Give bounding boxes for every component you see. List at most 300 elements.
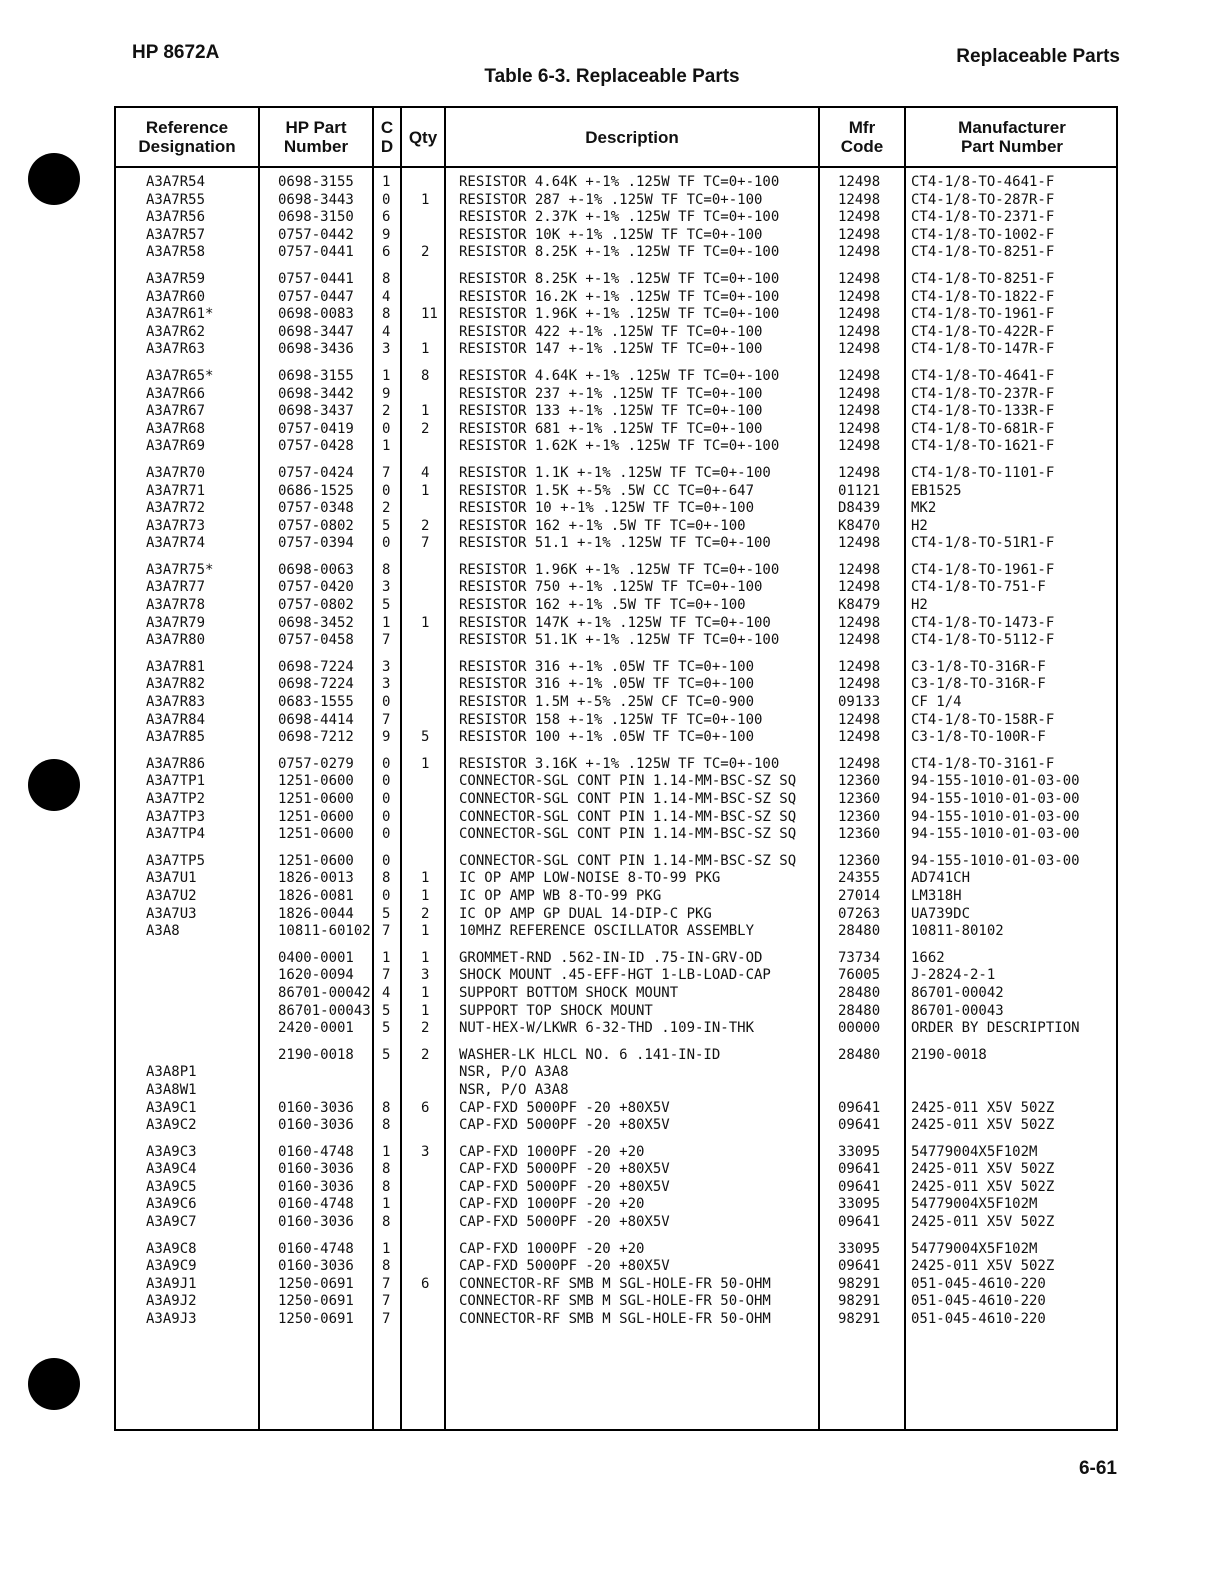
check-digit: 7 — [382, 967, 391, 984]
mfr-part-number: CT4-1/8-TO-133R-F — [911, 403, 1055, 420]
check-digit: 7 — [382, 464, 391, 481]
mfr-code: 12498 — [838, 561, 881, 578]
table-row — [116, 1003, 1116, 1021]
mfr-part-number: CT4-1/8-TO-1961-F — [911, 561, 1055, 578]
reference-designation: A3A7R56 — [146, 209, 206, 226]
mfr-part-number: UA739DC — [911, 905, 971, 922]
table-row — [116, 465, 1116, 483]
hp-part-number: 1251-0600 — [278, 826, 354, 843]
reference-designation: A3A7TP3 — [146, 808, 206, 825]
hp-part-number: 0698-3447 — [278, 323, 354, 340]
reference-designation: A3A8 — [146, 923, 180, 940]
check-digit: 0 — [382, 791, 391, 807]
mfr-code: 09133 — [838, 694, 881, 711]
table-row — [116, 1179, 1116, 1197]
mfr-code: 12360 — [838, 852, 881, 869]
model-header: HP 8672A — [132, 42, 220, 63]
table-row — [116, 174, 1116, 192]
reference-designation: A3A7R61* — [146, 306, 214, 323]
reference-designation: A3A7R59 — [146, 270, 206, 287]
check-digit: 2 — [382, 500, 391, 517]
hp-part-number: 0698-3436 — [278, 341, 354, 358]
check-digit: 0 — [382, 694, 391, 711]
reference-designation: A3A9J3 — [146, 1311, 197, 1328]
description: CAP-FXD 5000PF -20 +80X5V — [459, 1117, 670, 1134]
check-digit: 0 — [382, 535, 391, 552]
column-header-cd: C D — [380, 118, 394, 156]
quantity: 2 — [421, 244, 430, 261]
reference-designation: A3A7R83 — [146, 694, 206, 711]
hp-part-number: 0160-3036 — [278, 1099, 354, 1116]
reference-designation: A3A7R62 — [146, 323, 206, 340]
quantity: 2 — [421, 905, 430, 922]
table-row — [116, 500, 1116, 518]
reference-designation: A3A7R80 — [146, 632, 206, 649]
hp-part-number: 0757-0458 — [278, 632, 354, 649]
table-row — [116, 1144, 1116, 1162]
table-row — [116, 1100, 1116, 1118]
reference-designation: A3A7R55 — [146, 191, 206, 208]
mfr-part-number: 86701-00043 — [911, 1002, 1004, 1019]
reference-designation: A3A7R71 — [146, 482, 206, 499]
mfr-part-number: CT4-1/8-TO-1101-F — [911, 464, 1055, 481]
row-group — [116, 271, 1116, 359]
hp-part-number: 1251-0600 — [278, 791, 354, 807]
table-row — [116, 597, 1116, 615]
hp-part-number: 0686-1525 — [278, 482, 354, 499]
column-header-description: Description — [585, 127, 679, 147]
mfr-part-number: MK2 — [911, 500, 937, 517]
mfr-part-number: 94-155-1010-01-03-00 — [911, 773, 1080, 790]
description: RESISTOR 4.64K +-1% .125W TF TC=0+-100 — [459, 367, 780, 384]
mfr-code: 28480 — [838, 1002, 881, 1019]
description: CONNECTOR-SGL CONT PIN 1.14-MM-BSC-SZ SQ — [459, 773, 797, 790]
description: RESISTOR 422 +-1% .125W TF TC=0+-100 — [459, 323, 763, 340]
check-digit: 1 — [382, 1143, 391, 1160]
table-row — [116, 1047, 1116, 1065]
quantity: 5 — [421, 729, 430, 746]
description: RESISTOR 8.25K +-1% .125W TF TC=0+-100 — [459, 244, 780, 261]
row-group — [116, 368, 1116, 456]
mfr-part-number: C3-1/8-TO-316R-F — [911, 658, 1046, 675]
reference-designation: A3A7U1 — [146, 870, 197, 887]
mfr-part-number: CT4-1/8-TO-1002-F — [911, 226, 1055, 243]
check-digit: 4 — [382, 323, 391, 340]
mfr-code: 12498 — [838, 323, 881, 340]
description: IC OP AMP LOW-NOISE 8-TO-99 PKG — [459, 870, 721, 887]
check-digit: 9 — [382, 729, 391, 746]
mfr-code: 12360 — [838, 826, 881, 843]
description: RESISTOR 750 +-1% .125W TF TC=0+-100 — [459, 579, 763, 596]
quantity: 6 — [421, 1099, 430, 1116]
row-group — [116, 659, 1116, 747]
check-digit: 0 — [382, 755, 391, 772]
hp-part-number: 86701-00042 — [278, 984, 371, 1001]
table-row — [116, 1161, 1116, 1179]
hp-part-number: 0757-0348 — [278, 500, 354, 517]
description: RESISTOR 147 +-1% .125W TF TC=0+-100 — [459, 341, 763, 358]
check-digit: 8 — [382, 306, 391, 323]
mfr-part-number: CT4-1/8-TO-51R1-F — [911, 535, 1055, 552]
description: RESISTOR 681 +-1% .125W TF TC=0+-100 — [459, 420, 763, 437]
mfr-code: 98291 — [838, 1311, 881, 1328]
hp-part-number: 0698-3437 — [278, 403, 354, 420]
hp-part-number: 86701-00043 — [278, 1002, 371, 1019]
description: NSR, P/O A3A8 — [459, 1081, 569, 1098]
table-row — [116, 562, 1116, 580]
check-digit: 1 — [382, 174, 391, 190]
hp-part-number: 0400-0001 — [278, 949, 354, 966]
table-row — [116, 209, 1116, 227]
description: RESISTOR 237 +-1% .125W TF TC=0+-100 — [459, 385, 763, 402]
hp-part-number: 0757-0420 — [278, 579, 354, 596]
table-row — [116, 791, 1116, 809]
reference-designation: A3A7R77 — [146, 579, 206, 596]
mfr-code: 27014 — [838, 887, 881, 904]
reference-designation: A3A7R58 — [146, 244, 206, 261]
hp-part-number: 0698-7212 — [278, 729, 354, 746]
row-group — [116, 756, 1116, 844]
table-row — [116, 632, 1116, 650]
mfr-part-number: 2425-011 X5V 502Z — [911, 1161, 1055, 1178]
reference-designation: A3A7R74 — [146, 535, 206, 552]
hp-part-number: 0160-4748 — [278, 1240, 354, 1257]
reference-designation: A3A7R66 — [146, 385, 206, 402]
quantity: 2 — [421, 1046, 430, 1063]
mfr-part-number: 10811-80102 — [911, 923, 1004, 940]
description: RESISTOR 4.64K +-1% .125W TF TC=0+-100 — [459, 174, 780, 190]
description: CONNECTOR-SGL CONT PIN 1.14-MM-BSC-SZ SQ — [459, 808, 797, 825]
mfr-part-number: H2 — [911, 517, 928, 534]
mfr-code: 12498 — [838, 403, 881, 420]
mfr-code: 01121 — [838, 482, 881, 499]
description: RESISTOR 51.1K +-1% .125W TF TC=0+-100 — [459, 632, 780, 649]
hp-part-number: 0698-7224 — [278, 658, 354, 675]
mfr-code: 12498 — [838, 438, 881, 455]
mfr-part-number: CT4-1/8-TO-287R-F — [911, 191, 1055, 208]
description: CAP-FXD 5000PF -20 +80X5V — [459, 1258, 670, 1275]
mfr-code: 12360 — [838, 808, 881, 825]
table-row — [116, 271, 1116, 289]
hp-part-number: 0160-3036 — [278, 1117, 354, 1134]
column-header-part-number: HP Part Number — [283, 118, 349, 156]
hp-part-number: 0757-0279 — [278, 755, 354, 772]
hp-part-number: 0757-0802 — [278, 597, 354, 614]
mfr-part-number: 86701-00042 — [911, 984, 1004, 1001]
check-digit: 7 — [382, 711, 391, 728]
reference-designation: A3A7R84 — [146, 711, 206, 728]
check-digit: 6 — [382, 209, 391, 226]
check-digit: 5 — [382, 517, 391, 534]
binder-hole-middle — [28, 759, 80, 811]
quantity: 1 — [421, 191, 430, 208]
check-digit: 7 — [382, 923, 391, 940]
reference-designation: A3A7R54 — [146, 174, 206, 190]
reference-designation: A3A7TP1 — [146, 773, 206, 790]
description: RESISTOR 1.62K +-1% .125W TF TC=0+-100 — [459, 438, 780, 455]
section-header: Replaceable Parts — [956, 46, 1120, 67]
quantity: 1 — [421, 341, 430, 358]
parts-table — [114, 106, 1118, 1431]
mfr-part-number: CT4-1/8-TO-8251-F — [911, 270, 1055, 287]
mfr-part-number: 051-045-4610-220 — [911, 1311, 1046, 1328]
mfr-part-number: CF 1/4 — [911, 694, 962, 711]
description: RESISTOR 316 +-1% .05W TF TC=0+-100 — [459, 676, 755, 693]
mfr-part-number: 2425-011 X5V 502Z — [911, 1099, 1055, 1116]
mfr-part-number: CT4-1/8-TO-1961-F — [911, 306, 1055, 323]
mfr-part-number: 051-045-4610-220 — [911, 1275, 1046, 1292]
quantity: 6 — [421, 1275, 430, 1292]
reference-designation: A3A9J2 — [146, 1293, 197, 1310]
column-header-mfr-part-number: Manufacturer Part Number — [958, 118, 1066, 156]
mfr-code: 12498 — [838, 209, 881, 226]
reference-designation: A3A7R57 — [146, 226, 206, 243]
hp-part-number: 0757-0394 — [278, 535, 354, 552]
check-digit: 1 — [382, 438, 391, 455]
mfr-code: 12498 — [838, 174, 881, 190]
row-group — [116, 1144, 1116, 1232]
mfr-part-number: CT4-1/8-TO-4641-F — [911, 367, 1055, 384]
description: SHOCK MOUNT .45-EFF-HGT 1-LB-LOAD-CAP — [459, 967, 771, 984]
mfr-part-number: CT4-1/8-TO-5112-F — [911, 632, 1055, 649]
hp-part-number: 0757-0447 — [278, 288, 354, 305]
quantity: 2 — [421, 420, 430, 437]
description: RESISTOR 287 +-1% .125W TF TC=0+-100 — [459, 191, 763, 208]
mfr-code: 12498 — [838, 711, 881, 728]
mfr-code: 12498 — [838, 270, 881, 287]
check-digit: 5 — [382, 597, 391, 614]
mfr-code: 12498 — [838, 464, 881, 481]
hp-part-number: 1826-0013 — [278, 870, 354, 887]
hp-part-number: 0757-0442 — [278, 226, 354, 243]
hp-part-number: 0757-0441 — [278, 270, 354, 287]
check-digit: 1 — [382, 367, 391, 384]
table-row — [116, 729, 1116, 747]
mfr-code: 12498 — [838, 729, 881, 746]
mfr-part-number: CT4-1/8-TO-4641-F — [911, 174, 1055, 190]
reference-designation: A3A7R86 — [146, 755, 206, 772]
quantity: 1 — [421, 1002, 430, 1019]
mfr-code: 12498 — [838, 306, 881, 323]
table-row — [116, 1276, 1116, 1294]
hp-part-number: 0160-3036 — [278, 1161, 354, 1178]
reference-designation: A3A7R82 — [146, 676, 206, 693]
reference-designation: A3A8W1 — [146, 1081, 197, 1098]
mfr-part-number: 54779004X5F102M — [911, 1196, 1038, 1213]
description: RESISTOR 1.5M +-5% .25W CF TC=0-900 — [459, 694, 755, 711]
reference-designation: A3A9C9 — [146, 1258, 197, 1275]
check-digit: 9 — [382, 385, 391, 402]
hp-part-number: 0160-4748 — [278, 1196, 354, 1213]
quantity: 2 — [421, 1020, 430, 1037]
description: NSR, P/O A3A8 — [459, 1064, 569, 1081]
mfr-part-number: CT4-1/8-TO-8251-F — [911, 244, 1055, 261]
table-row — [116, 227, 1116, 245]
hp-part-number: 1250-0691 — [278, 1293, 354, 1310]
description: CONNECTOR-RF SMB M SGL-HOLE-FR 50-OHM — [459, 1293, 771, 1310]
description: CAP-FXD 1000PF -20 +20 — [459, 1240, 645, 1257]
table-row — [116, 906, 1116, 924]
description: CONNECTOR-RF SMB M SGL-HOLE-FR 50-OHM — [459, 1275, 771, 1292]
description: CAP-FXD 5000PF -20 +80X5V — [459, 1178, 670, 1195]
row-group — [116, 853, 1116, 941]
table-row — [116, 712, 1116, 730]
quantity: 3 — [421, 1143, 430, 1160]
hp-part-number: 0698-3452 — [278, 614, 354, 631]
hp-part-number: 2420-0001 — [278, 1020, 354, 1037]
reference-designation: A3A7R78 — [146, 597, 206, 614]
mfr-part-number: 94-155-1010-01-03-00 — [911, 808, 1080, 825]
check-digit: 3 — [382, 341, 391, 358]
reference-designation: A3A9C7 — [146, 1214, 197, 1231]
binder-hole-bottom — [28, 1358, 80, 1410]
hp-part-number: 0160-3036 — [278, 1214, 354, 1231]
hp-part-number: 0698-4414 — [278, 711, 354, 728]
reference-designation: A3A7R65* — [146, 367, 214, 384]
table-row — [116, 483, 1116, 501]
quantity: 4 — [421, 464, 430, 481]
mfr-part-number: EB1525 — [911, 482, 962, 499]
table-row — [116, 773, 1116, 791]
quantity: 1 — [421, 614, 430, 631]
mfr-part-number: CT4-1/8-TO-158R-F — [911, 711, 1055, 728]
mfr-code: 12498 — [838, 244, 881, 261]
hp-part-number: 0757-0428 — [278, 438, 354, 455]
quantity: 8 — [421, 367, 430, 384]
mfr-code: 33095 — [838, 1143, 881, 1160]
table-row — [116, 438, 1116, 456]
description: CAP-FXD 5000PF -20 +80X5V — [459, 1099, 670, 1116]
reference-designation: A3A7R73 — [146, 517, 206, 534]
mfr-part-number: 2425-011 X5V 502Z — [911, 1178, 1055, 1195]
mfr-code: 12498 — [838, 632, 881, 649]
mfr-code: 12498 — [838, 614, 881, 631]
table-row — [116, 615, 1116, 633]
check-digit: 5 — [382, 1002, 391, 1019]
reference-designation: A3A9C2 — [146, 1117, 197, 1134]
hp-part-number: 10811-60102 — [278, 923, 371, 940]
description: RESISTOR 316 +-1% .05W TF TC=0+-100 — [459, 658, 755, 675]
quantity: 1 — [421, 923, 430, 940]
description: IC OP AMP WB 8-TO-99 PKG — [459, 887, 662, 904]
mfr-part-number: 2425-011 X5V 502Z — [911, 1258, 1055, 1275]
quantity: 1 — [421, 949, 430, 966]
reference-designation: A3A7R72 — [146, 500, 206, 517]
mfr-code: 12498 — [838, 579, 881, 596]
quantity: 3 — [421, 967, 430, 984]
mfr-part-number: 94-155-1010-01-03-00 — [911, 791, 1080, 807]
hp-part-number: 1251-0600 — [278, 773, 354, 790]
table-row — [116, 1311, 1116, 1329]
description: RESISTOR 10 +-1% .125W TF TC=0+-100 — [459, 500, 755, 517]
mfr-code: 07263 — [838, 905, 881, 922]
mfr-code: 28480 — [838, 1046, 881, 1063]
quantity: 1 — [421, 482, 430, 499]
description: RESISTOR 10K +-1% .125W TF TC=0+-100 — [459, 226, 763, 243]
check-digit: 9 — [382, 226, 391, 243]
description: CONNECTOR-SGL CONT PIN 1.14-MM-BSC-SZ SQ — [459, 791, 797, 807]
check-digit: 0 — [382, 852, 391, 869]
check-digit: 0 — [382, 773, 391, 790]
mfr-part-number: ORDER BY DESCRIPTION — [911, 1020, 1080, 1037]
mfr-part-number: CT4-1/8-TO-1473-F — [911, 614, 1055, 631]
description: CAP-FXD 1000PF -20 +20 — [459, 1196, 645, 1213]
row-group — [116, 1241, 1116, 1329]
check-digit: 0 — [382, 420, 391, 437]
mfr-part-number: H2 — [911, 597, 928, 614]
reference-designation: A3A7TP4 — [146, 826, 206, 843]
table-row — [116, 1258, 1116, 1276]
reference-designation: A3A7R81 — [146, 658, 206, 675]
mfr-code: 09641 — [838, 1214, 881, 1231]
reference-designation: A3A7TP5 — [146, 852, 206, 869]
quantity: 1 — [421, 984, 430, 1001]
quantity: 11 — [421, 306, 438, 323]
reference-designation: A3A9C1 — [146, 1099, 197, 1116]
mfr-code: K8470 — [838, 517, 881, 534]
quantity: 1 — [421, 887, 430, 904]
table-row — [116, 853, 1116, 871]
description: RESISTOR 8.25K +-1% .125W TF TC=0+-100 — [459, 270, 780, 287]
check-digit: 1 — [382, 1196, 391, 1213]
hp-part-number: 0698-7224 — [278, 676, 354, 693]
description: RESISTOR 1.5K +-5% .5W CC TC=0+-647 — [459, 482, 755, 499]
check-digit: 8 — [382, 561, 391, 578]
check-digit: 8 — [382, 270, 391, 287]
page-number: 6-61 — [1078, 1458, 1117, 1479]
check-digit: 0 — [382, 826, 391, 843]
table-row — [116, 341, 1116, 359]
hp-part-number: 1620-0094 — [278, 967, 354, 984]
check-digit: 4 — [382, 288, 391, 305]
mfr-code: 12498 — [838, 676, 881, 693]
reference-designation: A3A9C6 — [146, 1196, 197, 1213]
reference-designation: A3A7R63 — [146, 341, 206, 358]
reference-designation: A3A7R60 — [146, 288, 206, 305]
check-digit: 0 — [382, 887, 391, 904]
column-header-qty: Qty — [408, 127, 438, 147]
check-digit: 0 — [382, 482, 391, 499]
mfr-code: 12498 — [838, 658, 881, 675]
row-group — [116, 950, 1116, 1038]
hp-part-number: 1250-0691 — [278, 1275, 354, 1292]
description: RESISTOR 2.37K +-1% .125W TF TC=0+-100 — [459, 209, 780, 226]
row-group — [116, 562, 1116, 650]
table-row — [116, 694, 1116, 712]
row-group — [116, 174, 1116, 262]
description: GROMMET-RND .562-IN-ID .75-IN-GRV-OD — [459, 949, 763, 966]
hp-part-number: 0757-0441 — [278, 244, 354, 261]
check-digit: 4 — [382, 984, 391, 1001]
hp-part-number: 0698-3150 — [278, 209, 354, 226]
hp-part-number: 1251-0600 — [278, 852, 354, 869]
check-digit: 3 — [382, 658, 391, 675]
description: RESISTOR 100 +-1% .05W TF TC=0+-100 — [459, 729, 755, 746]
reference-designation: A3A7R85 — [146, 729, 206, 746]
table-row — [116, 676, 1116, 694]
table-title: Table 6-3. Replaceable Parts — [484, 66, 740, 87]
mfr-code: 12360 — [838, 773, 881, 790]
hp-part-number: 0698-0083 — [278, 306, 354, 323]
mfr-part-number: CT4-1/8-TO-751-F — [911, 579, 1046, 596]
mfr-part-number: 54779004X5F102M — [911, 1143, 1038, 1160]
table-row — [116, 967, 1116, 985]
mfr-code: D8439 — [838, 500, 881, 517]
mfr-part-number: 2190-0018 — [911, 1046, 987, 1063]
table-body — [116, 166, 1116, 1329]
mfr-part-number: CT4-1/8-TO-237R-F — [911, 385, 1055, 402]
check-digit: 1 — [382, 949, 391, 966]
